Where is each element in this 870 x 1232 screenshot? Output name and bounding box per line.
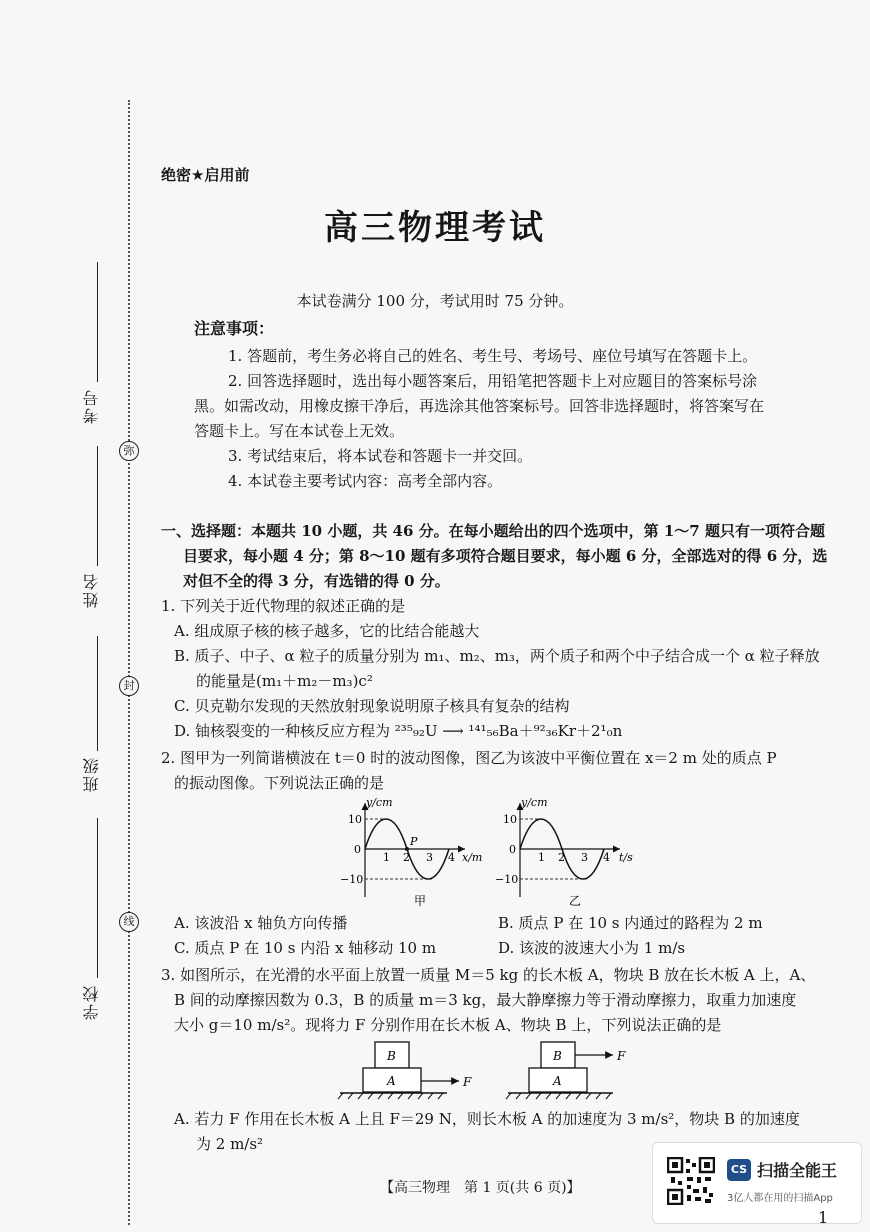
q1-stem: 1. 下列关于近代物理的叙述正确的是: [161, 597, 406, 615]
section1-line-2: 目要求，每小题 4 分；第 8～10 题有多项符合题目要求，每小题 6 分，全部选对的得 6 分，选: [183, 547, 828, 565]
q1-option-c: C. 贝克勒尔发现的天然放射现象说明原子核具有复杂的结构: [174, 697, 570, 715]
q3-stem-line-1: 3. 如图所示，在光滑的水平面上放置一质量 M＝5 kg 的长木板 A，物块 B 放在长木板 A 上，A、: [161, 966, 816, 984]
q1-option-b-line-1: B. 质子、中子、α 粒子的质量分别为 m₁、m₂、m₃，两个质子和两个中子结合成一个 α 粒子释放: [174, 647, 820, 665]
name-label: 姓名: [82, 572, 101, 608]
t-tick-2: 2: [558, 851, 565, 864]
exam-intro: 本试卷满分 100 分，考试用时 75 分钟。: [296, 292, 574, 310]
note-4: 4. 本试卷主要考试内容：高考全部内容。: [228, 472, 503, 490]
caption-yi: 乙: [569, 894, 582, 908]
scanner-slogan: 3亿人都在用的扫描App: [727, 1193, 833, 1204]
q1-option-a: A. 组成原子核的核子越多，它的比结合能越大: [174, 622, 480, 640]
label-a: A: [387, 1074, 396, 1088]
class-label: 班级: [82, 756, 101, 792]
exam-number-label: 考号: [82, 388, 101, 424]
q2-stem-line-1: 2. 图甲为一列简谐横波在 t＝0 时的波动图像，图乙为该波中平衡位置在 x＝2 m 处的质点 P: [161, 749, 777, 767]
exam-number-blank: [97, 262, 98, 382]
name-blank: [97, 446, 98, 566]
label-f: F: [463, 1075, 472, 1089]
label-f: F: [617, 1049, 626, 1063]
seal-char-mi: 弥: [119, 441, 139, 461]
ground-hatching: [506, 1093, 611, 1099]
q3-stem-line-2: B 间的动摩擦因数为 0.3，B 的质量 m＝3 kg，最大静摩擦力等于滑动摩擦力，取重力加速度: [174, 991, 797, 1009]
q2-option-d: D. 该波的波速大小为 1 m/s: [498, 939, 686, 957]
x-tick-4: 4: [448, 851, 455, 864]
school-label: 学校: [82, 984, 101, 1020]
q3-option-a-line-1: A. 若力 F 作用在长木板 A 上且 F＝29 N，则长木板 A 的加速度为 3 m/s²，物块 B 的加速度: [174, 1110, 800, 1128]
section1-line-3: 对但不全的得 3 分，有选错的得 0 分。: [183, 572, 450, 590]
t-label: t/s: [619, 851, 633, 864]
q1-option-d: D. 铀核裂变的一种核反应方程为 ²³⁵₉₂U ⟶ ¹⁴¹₅₆Ba＋⁹²₃₆Kr＋2¹₀n: [174, 722, 623, 740]
q2-option-b: B. 质点 P 在 10 s 内通过的路程为 2 m: [498, 914, 763, 932]
seal-char-feng: 封: [119, 676, 139, 696]
note-2-line-2: 黑。如需改动，用橡皮擦干净后，再选涂其他答案标号。回答非选择题时，将答案写在: [194, 397, 765, 415]
t-tick-3: 3: [581, 851, 588, 864]
q3-stem-line-3: 大小 g＝10 m/s²。现将力 F 分别作用在长木板 A、物块 B 上，下列说法正确的是: [174, 1016, 722, 1034]
school-blank: [97, 818, 98, 978]
wave-graph-jia: [330, 793, 500, 911]
q3-option-a-line-2: 为 2 m/s²: [196, 1135, 264, 1153]
p-label: P: [410, 835, 418, 848]
block-figure-force-on-b: [505, 1038, 655, 1100]
note-2-line-1: 2. 回答选择题时，选出每小题答案后，用铅笔把答题卡上对应题目的答案标号涂: [228, 372, 758, 390]
block-figure-force-on-a: [335, 1038, 485, 1100]
q1-option-b-line-2: 的能量是(m₁＋m₂－m₃)c²: [196, 672, 373, 690]
y-bottom-tick: −10: [495, 873, 519, 886]
y-label: y/cm: [366, 796, 393, 809]
note-3: 3. 考试结束后，将本试卷和答题卡一并交回。: [228, 447, 533, 465]
caption-jia: 甲: [414, 894, 427, 908]
class-blank: [97, 636, 98, 751]
page-number: 1: [818, 1208, 829, 1227]
t-tick-1: 1: [538, 851, 545, 864]
scanner-watermark: [652, 1142, 862, 1224]
label-b: B: [553, 1049, 562, 1063]
origin: 0: [509, 843, 516, 856]
t-tick-4: 4: [603, 851, 610, 864]
y-label: y/cm: [521, 796, 548, 809]
x-tick-2: 2: [403, 851, 410, 864]
y-bottom-tick: −10: [340, 873, 364, 886]
y-top-tick: 10: [348, 813, 362, 826]
q2-option-a: A. 该波沿 x 轴负方向传播: [174, 914, 348, 932]
scanner-brand: 扫描全能王: [757, 1161, 838, 1180]
binding-dotted-line: [128, 100, 130, 1225]
vibration-graph-yi: [485, 793, 655, 911]
label-a: A: [553, 1074, 562, 1088]
q2-stem-line-2: 的振动图像。下列说法正确的是: [174, 774, 385, 792]
seal-char-xian: 线: [119, 912, 139, 932]
ground-hatching: [338, 1093, 443, 1099]
page-footer: 【高三物理 第 1 页(共 6 页)】: [380, 1180, 581, 1196]
section1-line-1: 一、选择题：本题共 10 小题，共 46 分。在每小题给出的四个选项中，第 1～7 题只有一项符合题: [161, 522, 825, 540]
note-1: 1. 答题前，考生务必将自己的姓名、考生号、考场号、座位号填写在答题卡上。: [228, 347, 758, 365]
x-label: x/m: [462, 851, 483, 864]
origin: 0: [354, 843, 361, 856]
x-tick-1: 1: [383, 851, 390, 864]
notes-heading: 注意事项：: [194, 319, 275, 338]
note-2-line-3: 答题卡上。写在本试卷上无效。: [194, 422, 405, 440]
label-b: B: [387, 1049, 396, 1063]
y-top-tick: 10: [503, 813, 517, 826]
x-tick-3: 3: [426, 851, 433, 864]
secret-label: 绝密★启用前: [161, 166, 250, 184]
page-title: 高三物理考试: [324, 208, 546, 248]
camscanner-logo: CS: [727, 1159, 751, 1181]
q2-option-c: C. 质点 P 在 10 s 内沿 x 轴移动 10 m: [174, 939, 437, 957]
qr-code-icon: [667, 1157, 715, 1205]
